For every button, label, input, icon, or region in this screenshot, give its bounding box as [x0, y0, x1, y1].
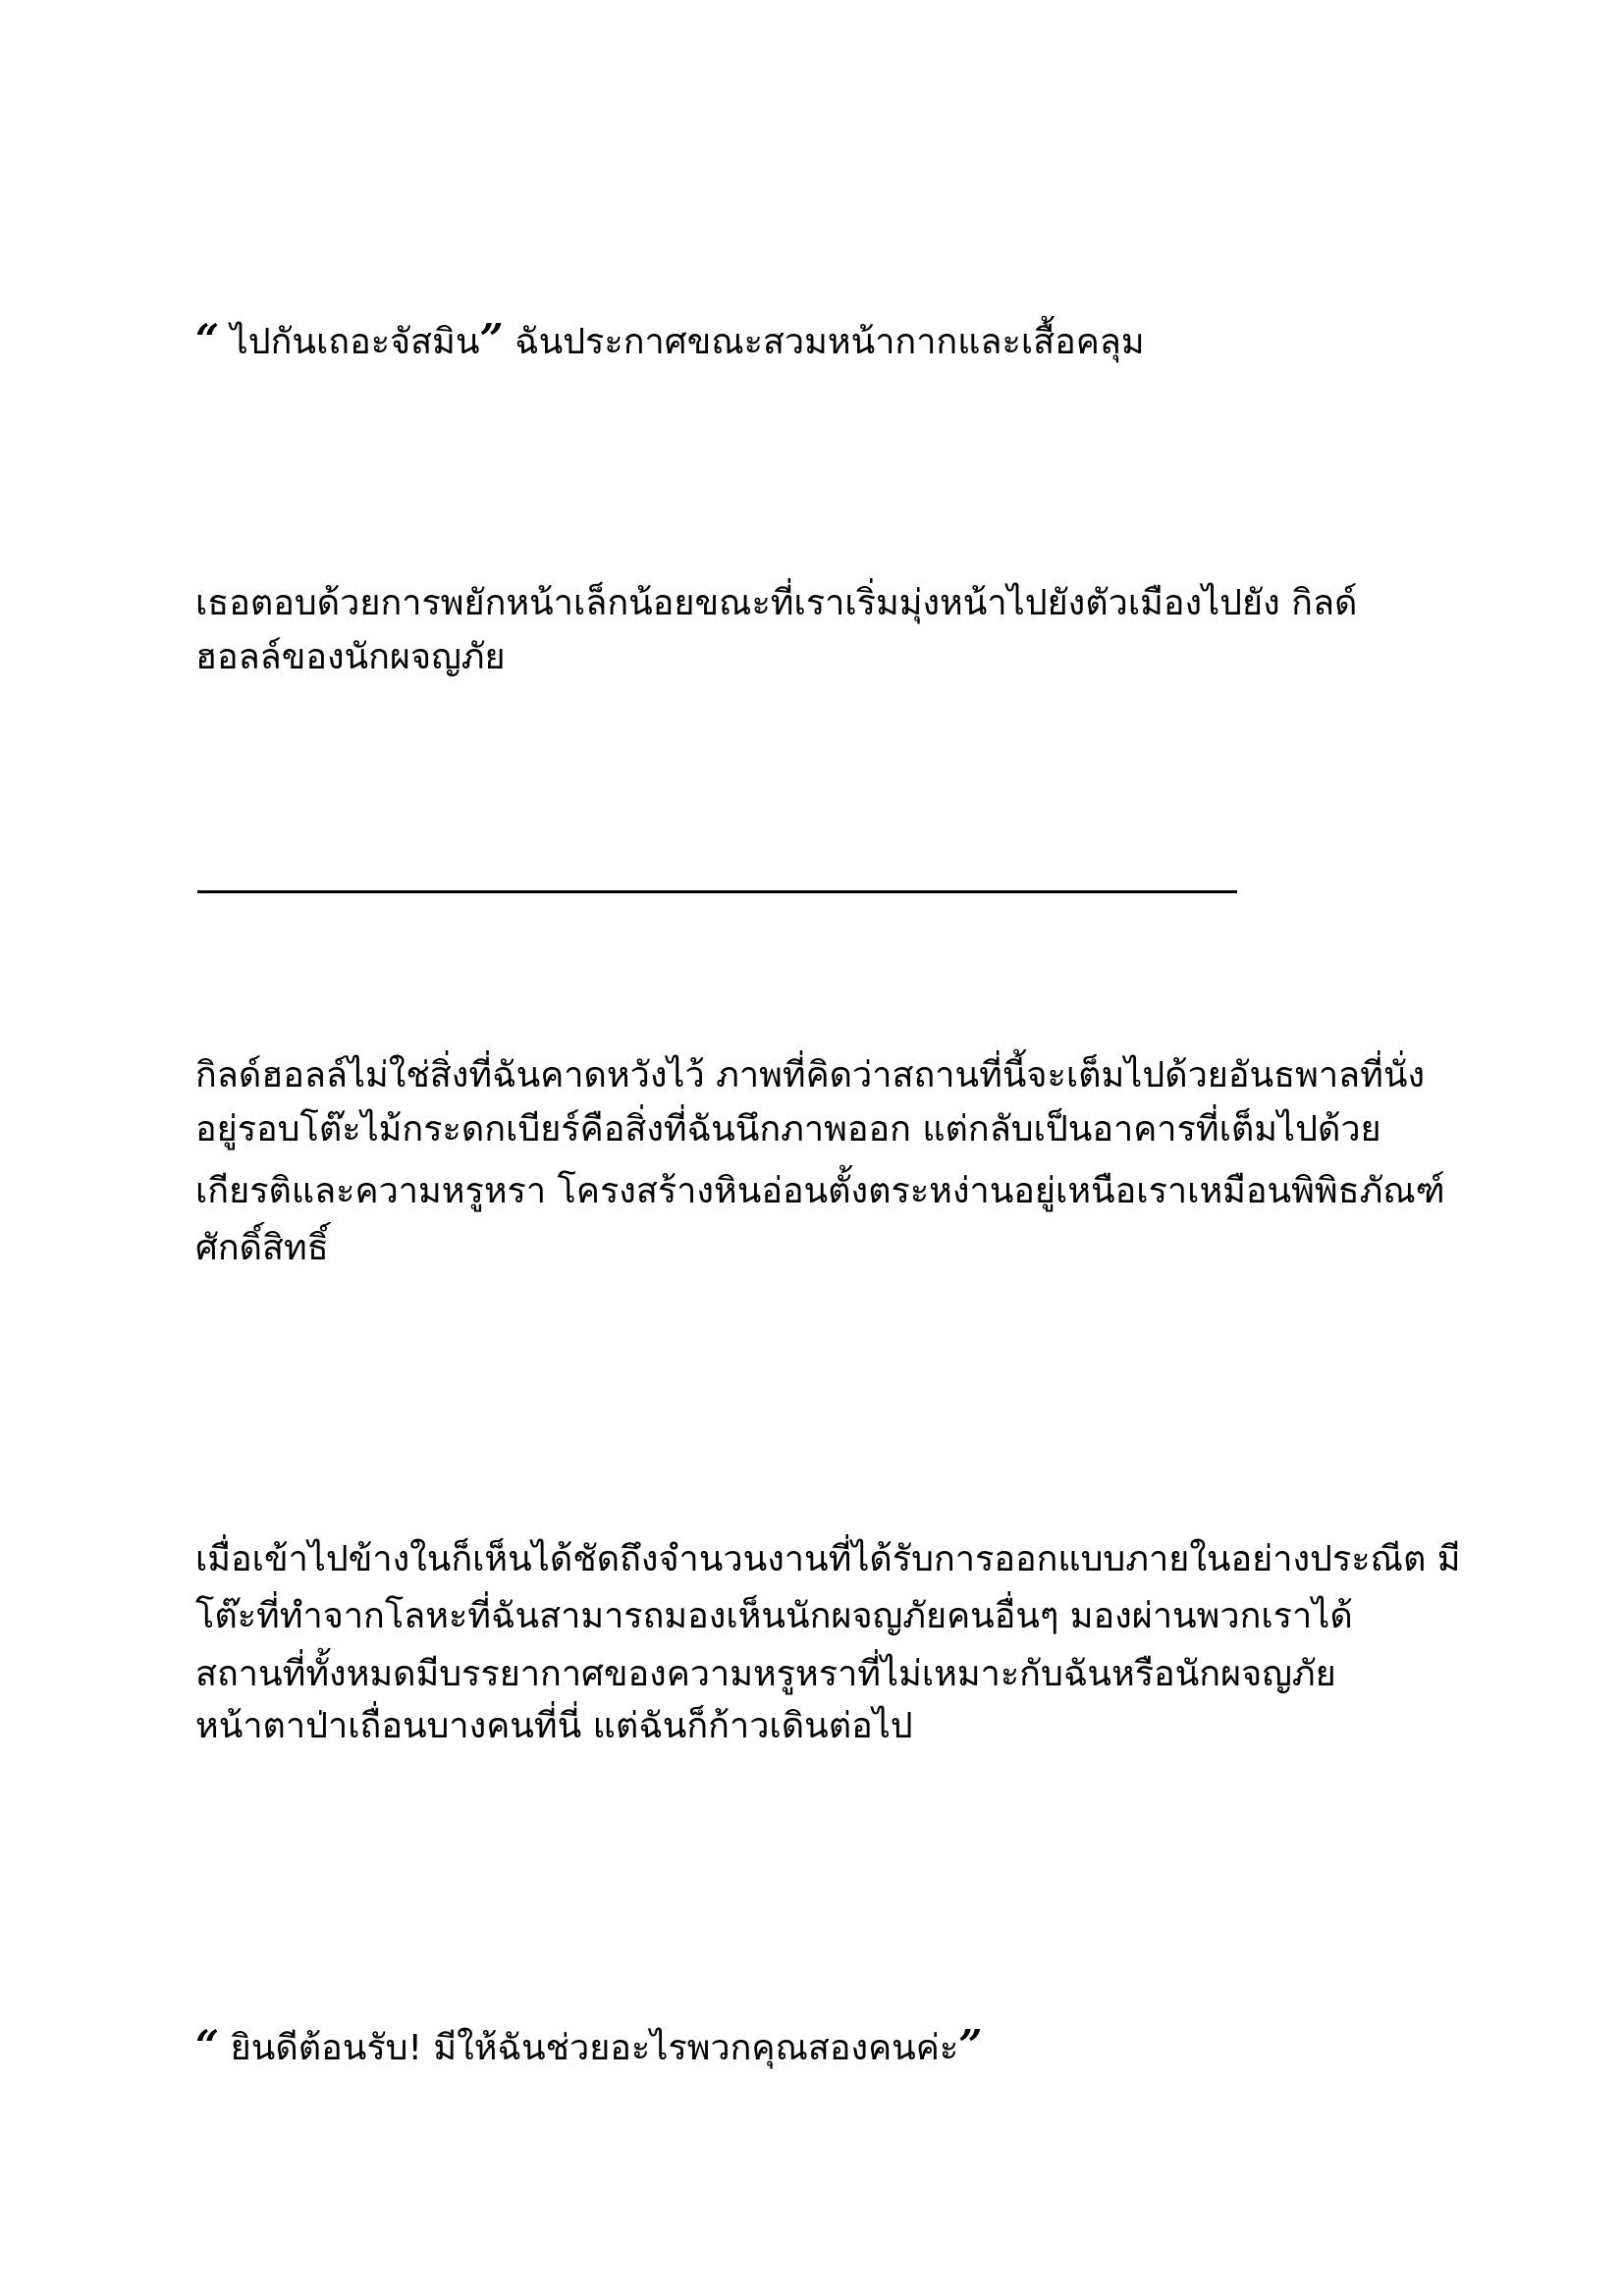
- paragraph-4-line-3: สถานที่ทั้งหมดมีบรรยากาศของความหรูหราที่ไม่เหมาะกับฉันหรือนักผจญภัย: [195, 1654, 1336, 1694]
- paragraph-2-line-2: ฮอลล์ของนักผจญภัย: [195, 637, 506, 677]
- narration-text: ฉันประกาศขณะสวมหน้ากากและเสื้อคลุม: [514, 322, 1145, 362]
- paragraph-3-line-1: กิลด์ฮอลล์ไม่ใช่สิ่งที่ฉันคาดหวังไว้ ภาพที่คิดว่าสถานที่นี้จะเต็มไปด้วยอันธพาลที่นั่ง: [195, 1055, 1426, 1095]
- paragraph-3-line-3: เกียรติและความหรูหรา โครงสร้างหินอ่อนตั้งตระหง่านอยู่เหนือเราเหมือนพิพิธภัณฑ์: [195, 1171, 1445, 1211]
- paragraph-3-line-2: อยู่รอบโต๊ะไม้กระดกเบียร์คือสิ่งที่ฉันนึกภาพออก แต่กลับเป็นอาคารที่เต็มไปด้วย: [195, 1109, 1381, 1149]
- paragraph-1-line-1: [195, 316, 1145, 366]
- section-divider: [197, 890, 1237, 893]
- close-quote: ”: [958, 2021, 983, 2069]
- paragraph-3-line-4: ศักดิ์สิทธิ์: [195, 1228, 329, 1268]
- open-quote: “: [195, 2021, 220, 2069]
- dialogue-text: ยินดีต้อนรับ! มีให้ฉันช่วยอะไรพวกคุณสองคนค่ะ: [230, 2028, 959, 2068]
- paragraph-2-line-1: เธอตอบด้วยการพยักหน้าเล็กน้อยขณะที่เราเริ่มมุ่งหน้าไปยังตัวเมืองไปยัง กิลด์: [195, 583, 1358, 623]
- open-quote: “: [195, 315, 220, 363]
- close-quote: ”: [479, 315, 504, 363]
- paragraph-4-line-1: เมื่อเข้าไปข้างในก็เห็นได้ชัดถึงจำนวนงานที่ได้รับการออกแบบภายในอย่างประณีต มี: [195, 1539, 1461, 1579]
- paragraph-4-line-2: โต๊ะที่ทำจากโลหะที่ฉันสามารถมองเห็นนักผจญภัยคนอื่นๆ มองผ่านพวกเราได้: [195, 1596, 1353, 1636]
- dialogue-text: ไปกันเถอะจัสมิน: [230, 322, 480, 362]
- paragraph-5-line-1: [195, 2022, 982, 2072]
- paragraph-4-line-4: หน้าตาป่าเถื่อนบางคนที่นี่ แต่ฉันก็ก้าวเดินต่อไป: [195, 1706, 913, 1746]
